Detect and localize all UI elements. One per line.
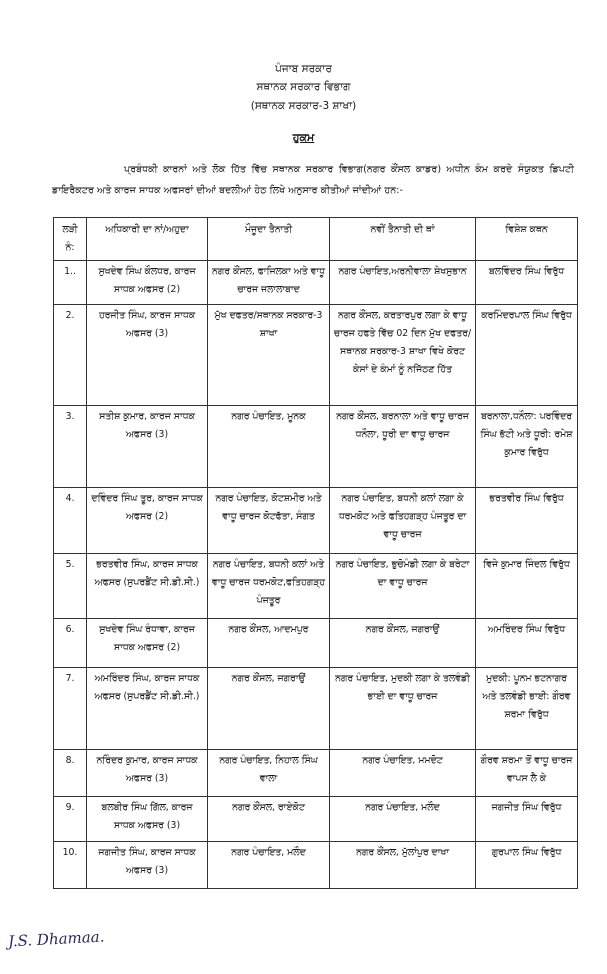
- current-posting-cell: ਨਗਰ ਪੰਚਾਇਤ, ਬਧਨੀ ਕਲਾਂ ਅਤੇ ਵਾਧੂ ਚਾਰਜ ਧਰਮਕੋਟ,ਫਤਿਹਗੜ੍ਹ ਪੰਜਤੂਰ: [208, 554, 330, 619]
- current-posting-cell: ਮੁੱਖ ਦਫਤਰ/ਸਥਾਨਕ ਸਰਕਾਰ-3 ਸ਼ਾਖਾ: [208, 305, 330, 406]
- serial-cell: 2.: [54, 305, 87, 406]
- table-row: [54, 406, 578, 488]
- new-posting-cell: ਨਗਰ ਕੌਂਸਲ, ਜਗਰਾਉਂ: [330, 619, 476, 668]
- table-row: [54, 554, 578, 619]
- officer-cell: ਦਵਿੰਦਰ ਸਿੰਘ ਤੂਰ, ਕਾਰਜ ਸਾਧਕ ਅਫਸਰ (2): [87, 488, 208, 554]
- serial-cell: 1..: [54, 261, 87, 305]
- officer-cell: ਹਰਜੀਤ ਸਿੰਘ, ਕਾਰਜ ਸਾਧਕ ਅਫਸਰ (3): [87, 305, 208, 406]
- serial-cell: 8.: [54, 750, 87, 797]
- current-posting-cell: ਨਗਰ ਕੌਂਸਲ, ਰਾਏਕੋਟ: [208, 797, 330, 842]
- officer-cell: ਭਰਤਵੀਰ ਸਿੰਘ, ਕਾਰਜ ਸਾਧਕ ਅਫਸਰ (ਸੁਪਰਡੈਂਟ ਸੀ.ਡੀ.ਸੀ.): [87, 554, 208, 619]
- remarks-cell: ਬਲਵਿੰਦਰ ਸਿੰਘ ਵਿਰੁੱਧ: [476, 261, 578, 305]
- transfer-table: [53, 217, 578, 889]
- officer-cell: ਸੁਖਦੇਵ ਸਿੰਘ ਰੰਧਾਵਾ, ਕਾਰਜ ਸਾਧਕ ਅਫਸਰ (2): [87, 619, 208, 668]
- intro-paragraph: ਪ੍ਰਬੰਧਕੀ ਕਾਰਨਾਂ ਅਤੇ ਲੋਕ ਹਿੱਤ ਵਿੱਚ ਸਥਾਨਕ ਸਰਕਾਰ ਵਿਭਾਗ(ਨਗਰ ਕੌਂਸਲ ਕਾਡਰ) ਅਧੀਨ ਕੰਮ ਕਰਦੇ ਸੰਯੁਕਤ ਡਿਪਟੀ ਡਾਇਰੈਕਟਰ ਅਤੇ ਕਾਰਜ ਸਾਧਕ ਅਫਸਰਾਂ ਦੀਆਂ ਬਦਲੀਆਂ ਹੇਠ ਲਿਖੇ ਅਨੁਸਾਰ ਕੀਤੀਆਂ ਜਾਂਦੀਆਂ ਹਨ:-: [52, 164, 574, 196]
- remarks-cell: ਕਰਮਿੰਦਰਪਾਲ ਸਿੰਘ ਵਿਰੁੱਧ: [476, 305, 578, 406]
- table-row: [54, 488, 578, 554]
- remarks-cell: ਅਮਰਿੰਦਰ ਸਿੰਘ ਵਿਰੁੱਧ: [476, 619, 578, 668]
- remarks-cell: ਭਰਤਵੀਰ ਸਿੰਘ ਵਿਰੁੱਧ: [476, 488, 578, 554]
- table-row: [54, 261, 578, 305]
- government-title: ਪੰਜਾਬ ਸਰਕਾਰ: [275, 63, 332, 75]
- remarks-cell: ਵਿਜੇ ਕੁਮਾਰ ਜਿੰਦਲ ਵਿਰੁੱਧ: [476, 554, 578, 619]
- officer-cell: ਜਗਜੀਤ ਸਿੰਘ, ਕਾਰਜ ਸਾਧਕ ਅਫਸਰ (3): [87, 842, 208, 889]
- order-heading: ਹੁਕਮ: [292, 131, 315, 144]
- serial-cell: 7.: [54, 668, 87, 750]
- officer-cell: ਸੁਖਦੇਵ ਸਿੰਘ ਕੌਲਧਰ, ਕਾਰਜ ਸਾਧਕ ਅਫਸਰ (2): [87, 261, 208, 305]
- serial-cell: 4.: [54, 488, 87, 554]
- table-row: [54, 305, 578, 406]
- table-row: [54, 797, 578, 842]
- new-posting-cell: ਨਗਰ ਪੰਚਾਇਤ, ਬਧਨੀ ਕਲਾਂ ਲਗਾ ਕੇ ਧਰਮਕੋਟ ਅਤੇ ਫਤਿਹਗੜ੍ਹ ਪੰਜਤੂਰ ਦਾ ਵਾਧੂ ਚਾਰਜ: [330, 488, 476, 554]
- new-posting-cell: ਨਗਰ ਪੰਚਾਇਤ,ਅਰਨੀਵਾਲਾ ਸ਼ੇਖਸੁਭਾਨ: [330, 261, 476, 305]
- col-header-officer: ਅਧਿਕਾਰੀ ਦਾ ਨਾਂ/ਅਹੁਦਾ: [87, 218, 208, 261]
- current-posting-cell: ਨਗਰ ਪੰਚਾਇਤ, ਕੋਟਸ਼ਮੀਰ ਅਤੇ ਵਾਧੂ ਚਾਰਜ ਕੋਟਫੱਤਾ, ਸੰਗਤ: [208, 488, 330, 554]
- new-posting-cell: ਨਗਰ ਕੌਂਸਲ, ਬਰਨਾਲਾ ਅਤੇ ਵਾਧੂ ਚਾਰਜ ਧਨੌਲਾ, ਧੂਰੀ ਦਾ ਵਾਧੂ ਚਾਰਜ: [330, 406, 476, 488]
- current-posting-cell: ਨਗਰ ਪੰਚਾਇਤ, ਨਿਹਾਲ ਸਿੰਘ ਵਾਲਾ: [208, 750, 330, 797]
- table-row: [54, 750, 578, 797]
- table-header-row: [54, 218, 578, 261]
- officer-cell: ਸਤੀਸ਼ ਕੁਮਾਰ, ਕਾਰਜ ਸਾਧਕ ਅਫਸਰ (3): [87, 406, 208, 488]
- officer-cell: ਨਰਿੰਦਰ ਕੁਮਾਰ, ਕਾਰਜ ਸਾਧਕ ਅਫਸਰ (3): [87, 750, 208, 797]
- new-posting-cell: ਨਗਰ ਕੌਂਸਲ, ਕਰਤਾਰਪੁਰ ਲਗਾ ਕੇ ਵਾਧੂ ਚਾਰਜ ਹਫਤੇ ਵਿੱਚ 02 ਦਿਨ ਮੁੱਖ ਦਫਤਰ/ਸਥਾਨਕ ਸਰਕਾਰ-3 ਸ਼ਾਖਾ ਵਿਖੇ ਕੋਰਟ ਕੇਸਾਂ ਦੇ ਕੰਮਾਂ ਨੂੰ ਨਜਿੱਠਣ ਹਿੱਤ: [330, 305, 476, 406]
- new-posting-cell: ਨਗਰ ਪੰਚਾਇਤ, ਭੁਚੋਮੰਡੀ ਲਗਾ ਕੇ ਬਰੇਟਾ ਦਾ ਵਾਧੂ ਚਾਰਜ: [330, 554, 476, 619]
- remarks-cell: ਮੁਦਕੀ: ਪੂਨਮ ਭਟਨਾਗਰ ਅਤੇ ਤਲਵੰਡੀ ਭਾਈ: ਗੌਰਵ ਸ਼ਰਮਾ ਵਿਰੁੱਧ: [476, 668, 578, 750]
- officer-cell: ਅਮਰਿੰਦਰ ਸਿੰਘ, ਕਾਰਜ ਸਾਧਕ ਅਫਸਰ (ਸੁਪਰਡੈਂਟ ਸੀ.ਡੀ.ਸੀ.): [87, 668, 208, 750]
- remarks-cell: ਬਰਨਾਲਾ,ਧਨੌਲਾ: ਪਰਵਿੰਦਰ ਸਿੰਘ ਭੱਟੀ ਅਤੇ ਧੂਰੀ: ਰਮੇਸ਼ ਕੁਮਾਰ ਵਿਰੁੱਧ: [476, 406, 578, 488]
- current-posting-cell: ਨਗਰ ਕੌਂਸਲ, ਆਦਮਪੁਰ: [208, 619, 330, 668]
- serial-cell: 9.: [54, 797, 87, 842]
- remarks-cell: ਜਗਜੀਤ ਸਿੰਘ ਵਿਰੁੱਧ: [476, 797, 578, 842]
- serial-cell: 5.: [54, 554, 87, 619]
- col-header-serial: ਲੜੀ ਨੰ:: [54, 218, 87, 261]
- remarks-cell: ਗੌਰਵ ਸ਼ਰਮਾ ਤੋਂ ਵਾਧੂ ਚਾਰਜ ਵਾਪਸ ਲੈ ਕੇ: [476, 750, 578, 797]
- remarks-cell: ਗੁਰਪਾਲ ਸਿੰਘ ਵਿਰੁੱਧ: [476, 842, 578, 889]
- current-posting-cell: ਨਗਰ ਕੌਂਸਲ, ਜਗਰਾਉਂ: [208, 668, 330, 750]
- handwritten-signature: J.S. Dhamaa.: [7, 927, 105, 951]
- col-header-remarks: ਵਿਸ਼ੇਸ਼ ਕਥਨ: [476, 218, 578, 261]
- new-posting-cell: ਨਗਰ ਪੰਚਾਇਤ, ਮੁਦਕੀ ਲਗਾ ਕੇ ਤਲਵੰਡੀ ਭਾਈ ਦਾ ਵਾਧੂ ਚਾਰਜ: [330, 668, 476, 750]
- table-row: [54, 668, 578, 750]
- new-posting-cell: ਨਗਰ ਕੌਂਸਲ, ਮੁੱਲਾਂਪੁਰ ਦਾਖਾ: [330, 842, 476, 889]
- department-title: ਸਥਾਨਕ ਸਰਕਾਰ ਵਿਭਾਗ: [256, 81, 351, 93]
- officer-cell: ਬਲਬੀਰ ਸਿੰਘ ਗਿੱਲ, ਕਾਰਜ ਸਾਧਕ ਅਫਸਰ (3): [87, 797, 208, 842]
- col-header-new-posting: ਨਵੀਂ ਤੈਨਾਤੀ ਦੀ ਥਾਂ: [330, 218, 476, 261]
- table-row: [54, 619, 578, 668]
- new-posting-cell: ਨਗਰ ਪੰਚਾਇਤ, ਮਮਦੋਟ: [330, 750, 476, 797]
- current-posting-cell: ਨਗਰ ਪੰਚਾਇਤ, ਮੂਨਕ: [208, 406, 330, 488]
- serial-cell: 6.: [54, 619, 87, 668]
- serial-cell: 10.: [54, 842, 87, 889]
- branch-title: (ਸਥਾਨਕ ਸਰਕਾਰ-3 ਸ਼ਾਖਾ): [250, 100, 357, 112]
- table-row: [54, 842, 578, 889]
- current-posting-cell: ਨਗਰ ਪੰਚਾਇਤ, ਮਲੌਦ: [208, 842, 330, 889]
- col-header-current-posting: ਮੌਜੂਦਾ ਤੈਨਾਤੀ: [208, 218, 330, 261]
- current-posting-cell: ਨਗਰ ਕੌਂਸਲ, ਫਾਜਿਲਕਾ ਅਤੇ ਵਾਧੂ ਚਾਰਜ ਜਲਾਲਾਬਾਦ: [208, 261, 330, 305]
- serial-cell: 3.: [54, 406, 87, 488]
- new-posting-cell: ਨਗਰ ਪੰਚਾਇਤ, ਮਲੌਦ: [330, 797, 476, 842]
